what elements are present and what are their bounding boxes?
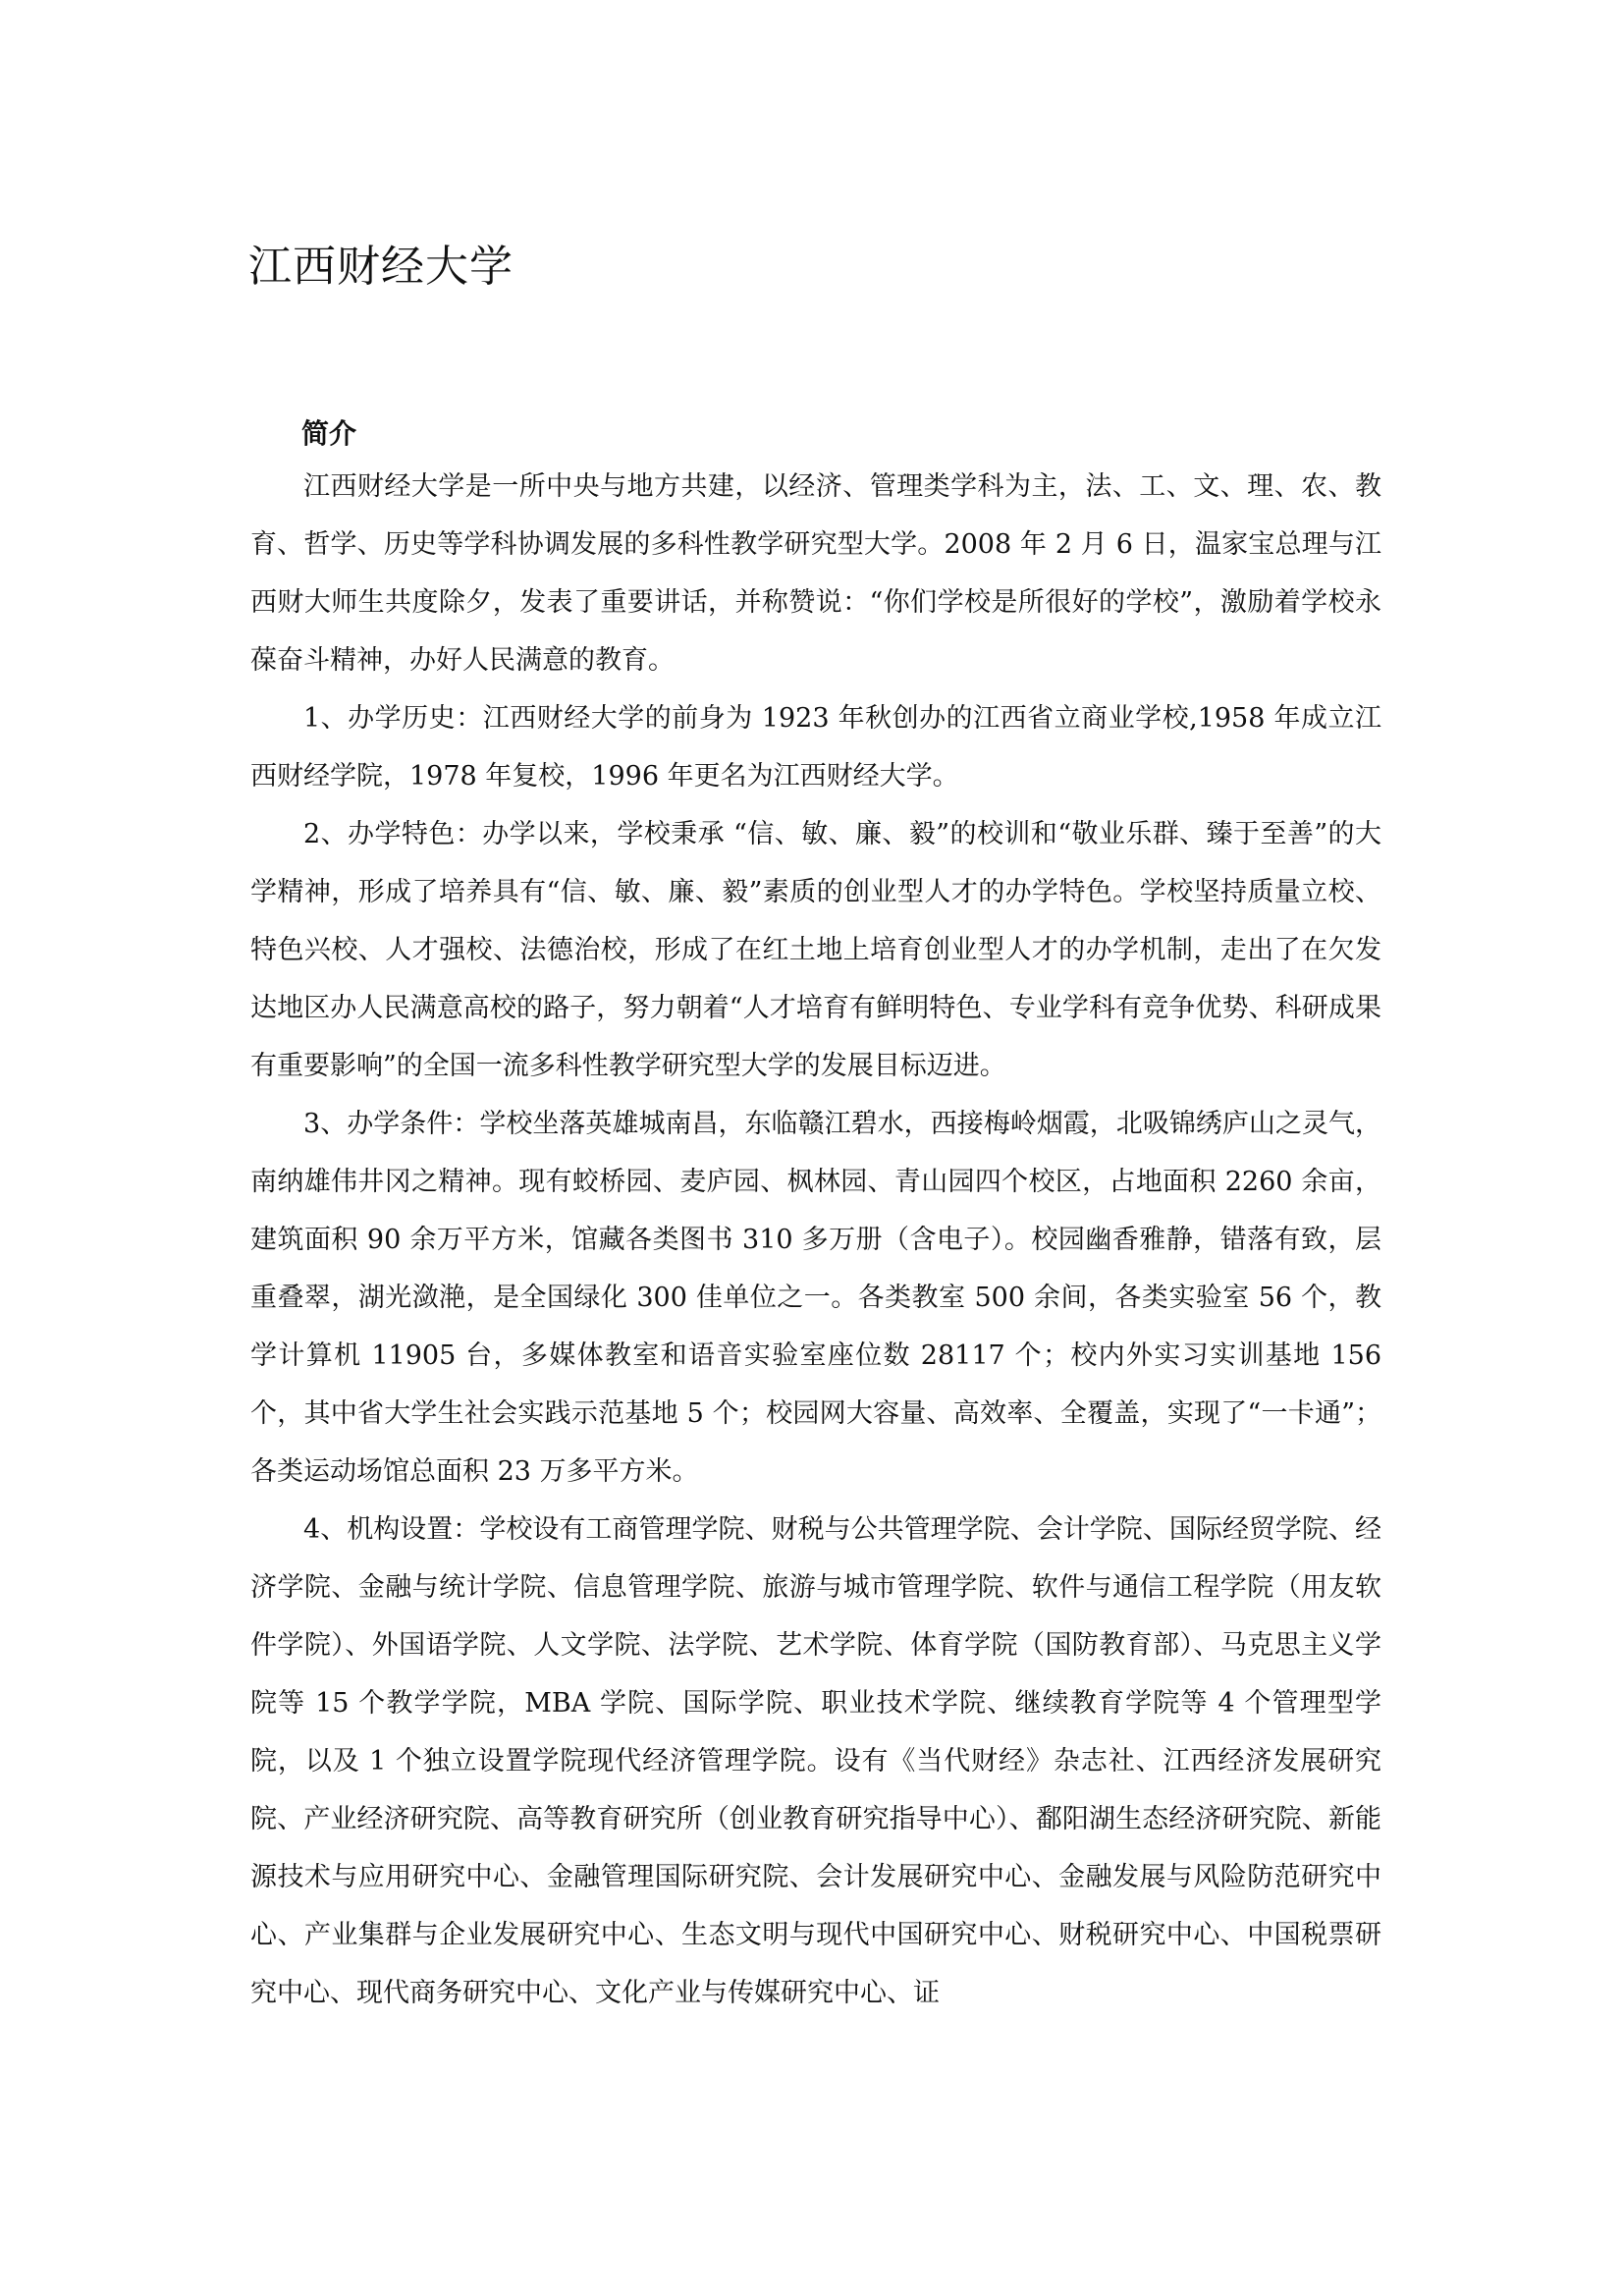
document-title: 江西财经大学: [248, 242, 514, 292]
section-heading: 简介: [301, 417, 357, 450]
paragraph-organization: 4、机构设置：学校设有工商管理学院、财税与公共管理学院、会计学院、国际经贸学院、经济学院、金融与统计学院、信息管理学院、旅游与城市管理学院、软件与通信工程学院（用友软件学院）、外国语学院、人文学院、法学院、艺术学院、体育学院（国防教育部）、马克思主义学院等 15 个教学学院，MBA 学院、国际学院、职业技术学院、继续教育学院等 4 个管理型学院，以及 1 个独立设置学院现代经济管理学院。设有《当代财经》杂志社、江西经济发展研究院、产业经济研究院、高等教育研究所（创业教育研究指导中心）、鄱阳湖生态经济研究院、新能源技术与应用研究中心、金融管理国际研究院、会计发展研究中心、金融发展与风险防范研究中心、产业集群与企业发展研究中心、生态文明与现代中国研究中心、财税研究中心、中国税票研究中心、现代商务研究中心、文化产业与传媒研究中心、证: [250, 1514, 1381, 2008]
paragraph-intro: 江西财经大学是一所中央与地方共建，以经济、管理类学科为主，法、工、文、理、农、教育、哲学、历史等学科协调发展的多科性教学研究型大学。2008 年 2 月 6 日，温家宝总理与江西财大师生共度除夕，发表了重要讲话，并称赞说：“你们学校是所很好的学校”，激励着学校永葆奋斗精神，办好人民满意的教育。: [250, 471, 1381, 676]
paragraph-history: 1、办学历史：江西财经大学的前身为 1923 年秋创办的江西省立商业学校,1958 年成立江西财经学院，1978 年复校，1996 年更名为江西财经大学。: [250, 703, 1381, 792]
paragraph-conditions: 3、办学条件：学校坐落英雄城南昌，东临赣江碧水，西接梅岭烟霞，北吸锦绣庐山之灵气，南纳雄伟井冈之精神。现有蛟桥园、麦庐园、枫林园、青山园四个校区，占地面积 2260 余亩，建筑面积 90 余万平方米，馆藏各类图书 310 多万册（含电子）。校园幽香雅静，错落有致，层重叠翠，湖光潋滟，是全国绿化 300 佳单位之一。各类教室 500 余间，各类实验室 56 个，教学计算机 11905 台，多媒体教室和语音实验室座位数 28117 个；校内外实习实训基地 156 个，其中省大学生社会实践示范基地 5 个；校园网大容量、高效率、全覆盖，实现了“一卡通”；各类运动场馆总面积 23 万多平方米。: [250, 1109, 1381, 1487]
document-body: [250, 410, 1381, 2022]
paragraph-features: 2、办学特色：办学以来，学校秉承 “信、敏、廉、毅”的校训和“敬业乐群、臻于至善”的大学精神，形成了培养具有“信、敏、廉、毅”素质的创业型人才的办学特色。学校坚持质量立校、特色兴校、人才强校、法德治校，形成了在红土地上培育创业型人才的办学机制，走出了在欠发达地区办人民满意高校的路子，努力朝着“人才培育有鲜明特色、专业学科有竞争优势、科研成果有重要影响”的全国一流多科性教学研究型大学的发展目标迈进。: [250, 819, 1381, 1081]
